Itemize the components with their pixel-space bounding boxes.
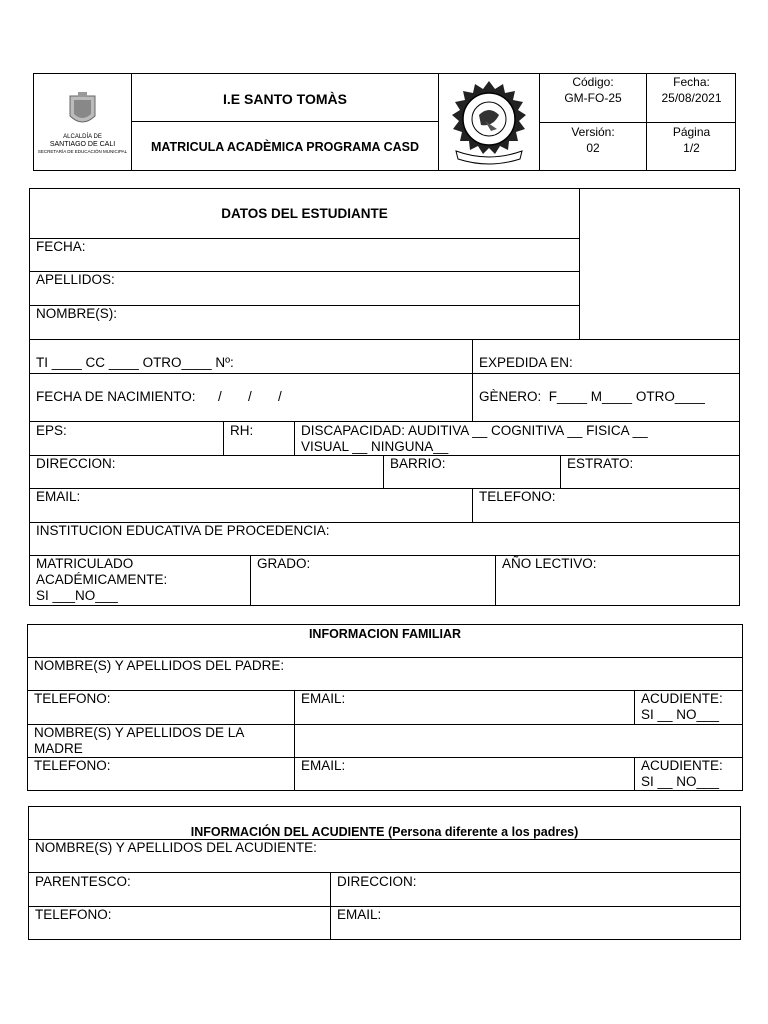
- father-phone-field[interactable]: TELEFONO:: [34, 691, 111, 706]
- fecha-label: Fecha:: [673, 75, 710, 89]
- student-barrio-field[interactable]: BARRIO:: [390, 456, 446, 471]
- mother-email-field[interactable]: EMAIL:: [301, 758, 346, 773]
- guardian-relationship-field[interactable]: PARENTESCO:: [35, 874, 131, 889]
- student-document-field[interactable]: TI ____ CC ____ OTRO____ Nº:: [36, 355, 234, 370]
- mother-name-field[interactable]: NOMBRE(S) Y APELLIDOS DE LA MADRE: [34, 725, 245, 756]
- student-email-field[interactable]: EMAIL:: [36, 489, 81, 504]
- father-name-field[interactable]: NOMBRE(S) Y APELLIDOS DEL PADRE:: [34, 658, 285, 673]
- pagina-value: 1/2: [683, 141, 700, 155]
- version-label: Versión:: [571, 125, 615, 139]
- form-title: MATRICULA ACADÈMICA PROGRAMA CASD: [150, 140, 420, 154]
- student-section-title: DATOS DEL ESTUDIANTE: [221, 206, 388, 221]
- guardian-phone-field[interactable]: TELEFONO:: [35, 907, 112, 922]
- codigo-label: Código:: [572, 75, 614, 89]
- seal-icon: [448, 79, 530, 165]
- student-fecha-field[interactable]: FECHA:: [36, 239, 86, 254]
- fecha-value: 25/08/2021: [661, 91, 722, 105]
- student-birthdate-field[interactable]: FECHA DE NACIMIENTO: / / /: [36, 389, 282, 404]
- student-eps-field[interactable]: EPS:: [36, 423, 67, 438]
- student-nombres-field[interactable]: NOMBRE(S):: [36, 306, 117, 321]
- pagina-label: Página: [672, 125, 711, 139]
- student-grade-field[interactable]: GRADO:: [257, 556, 311, 571]
- father-email-field[interactable]: EMAIL:: [301, 691, 346, 706]
- student-estrato-field[interactable]: ESTRATO:: [567, 456, 634, 471]
- coat-of-arms-icon: [34, 74, 131, 134]
- version-value: 02: [586, 141, 600, 155]
- school-seal: [448, 79, 530, 165]
- student-expedida-field[interactable]: EXPEDIDA EN:: [479, 355, 573, 370]
- school-name: I.E SANTO TOMÀS: [223, 91, 347, 107]
- student-institution-field[interactable]: INSTITUCION EDUCATIVA DE PROCEDENCIA:: [36, 523, 330, 538]
- student-year-field[interactable]: AÑO LECTIVO:: [502, 556, 597, 571]
- student-enrolled-field[interactable]: MATRICULADO ACADÉMICAMENTE: SI ___NO___: [36, 556, 168, 603]
- alcaldia-line-3: SECRETARÍA DE EDUCACIÓN MUNICIPAL: [37, 149, 128, 154]
- guardian-name-field[interactable]: NOMBRE(S) Y APELLIDOS DEL ACUDIENTE:: [35, 840, 317, 855]
- student-rh-field[interactable]: RH:: [230, 423, 254, 438]
- student-phone-field[interactable]: TELEFONO:: [479, 489, 556, 504]
- father-guardian-field[interactable]: ACUDIENTE: SI __ NO___: [641, 691, 723, 722]
- student-apellidos-field[interactable]: APELLIDOS:: [36, 272, 115, 287]
- alcaldia-line-1: ALCALDÍA DE: [63, 134, 102, 140]
- guardian-address-field[interactable]: DIRECCION:: [337, 874, 417, 889]
- student-gender-field[interactable]: GÈNERO: F____ M____ OTRO____: [479, 389, 705, 404]
- codigo-value: GM-FO-25: [564, 91, 622, 105]
- student-address-field[interactable]: DIRECCION:: [36, 456, 116, 471]
- family-section-title: INFORMACION FAMILIAR: [308, 627, 462, 641]
- alcaldia-logo: [34, 74, 131, 170]
- mother-guardian-field[interactable]: ACUDIENTE: SI __ NO___: [641, 758, 723, 789]
- guardian-title-main: INFORMACIÓN DEL ACUDIENTE: [190, 825, 385, 839]
- mother-phone-field[interactable]: TELEFONO:: [34, 758, 111, 773]
- guardian-title-note: (Persona diferente a los padres): [384, 825, 579, 839]
- student-disability-field[interactable]: DISCAPACIDAD: AUDITIVA __ COGNITIVA __ FISICA __ VISUAL __ NINGUNA__: [301, 423, 648, 454]
- guardian-email-field[interactable]: EMAIL:: [337, 907, 382, 922]
- alcaldia-line-2: SANTIAGO DE CALI: [49, 141, 116, 148]
- guardian-section-title: [29, 806, 740, 842]
